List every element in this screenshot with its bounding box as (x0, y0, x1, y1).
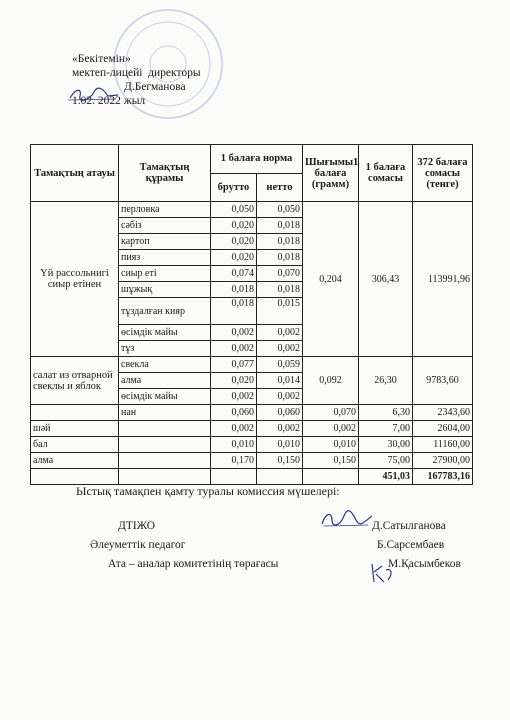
net-value: 0,002 (257, 341, 303, 357)
dish-name: бал (31, 437, 119, 453)
gross-value: 0,010 (211, 437, 257, 453)
ingredient: алма (119, 373, 211, 389)
gross-value: 0,018 (211, 298, 257, 325)
member-3-signature (366, 560, 396, 586)
approval-date: 1.02. 2022 жыл (72, 95, 146, 107)
cost-372-value: 113991,96 (413, 202, 473, 357)
total-cost-1: 451,03 (359, 469, 413, 485)
member-2-role: Әлеуметтік педагог (90, 539, 186, 551)
commission-title: Ыстық тамақпен қамту туралы комиссия мүшелері: (76, 484, 340, 498)
gross-value: 0,020 (211, 234, 257, 250)
dish-name: шәй (31, 421, 119, 437)
yield-value: 0,010 (303, 437, 359, 453)
cost-1-value: 6,30 (359, 405, 413, 421)
net-value: 0,018 (257, 250, 303, 266)
gross-value: 0,170 (211, 453, 257, 469)
approval-position: мектеп-лицейі директоры (72, 67, 201, 79)
table-row (31, 437, 473, 453)
gross-value: 0,002 (211, 421, 257, 437)
approval-director-name: Д.Бегманова (124, 81, 186, 93)
table-row (31, 202, 473, 218)
cost-1-value: 7,00 (359, 421, 413, 437)
approval-title: «Бекітемін» (72, 53, 131, 65)
cost-372-value: 9783,60 (413, 357, 473, 405)
gross-value: 0,060 (211, 405, 257, 421)
net-value: 0,015 (257, 298, 303, 325)
table-row (31, 421, 473, 437)
gross-value: 0,020 (211, 218, 257, 234)
cost-372-value: 27900,00 (413, 453, 473, 469)
net-value: 0,060 (257, 405, 303, 421)
table-row (31, 453, 473, 469)
member-1-signature (318, 508, 374, 530)
gross-value: 0,020 (211, 250, 257, 266)
yield-value: 0,070 (303, 405, 359, 421)
ingredient: тұздалған кияр (119, 298, 211, 325)
ingredient: сәбіз (119, 218, 211, 234)
dish-name: салат из отварной свеклы и яблок (31, 357, 119, 405)
ingredient: өсімдік майы (119, 389, 211, 405)
net-value: 0,018 (257, 282, 303, 298)
net-value: 0,002 (257, 421, 303, 437)
net-value: 0,150 (257, 453, 303, 469)
net-value: 0,014 (257, 373, 303, 389)
yield-value: 0,204 (303, 202, 359, 357)
cost-1-value: 75,00 (359, 453, 413, 469)
ingredient: нан (119, 405, 211, 421)
ingredient: свекла (119, 357, 211, 373)
net-value: 0,002 (257, 389, 303, 405)
cost-1-value: 26,30 (359, 357, 413, 405)
member-1-name: Д.Сатылганова (372, 520, 446, 532)
gross-value: 0,074 (211, 266, 257, 282)
header-net: нетто (257, 173, 303, 202)
net-value: 0,018 (257, 218, 303, 234)
net-value: 0,059 (257, 357, 303, 373)
header-dish: Тамақтың атауы (31, 145, 119, 202)
director-signature (68, 86, 120, 104)
dish-name: Үй рассольнигі сиыр етінен (31, 202, 119, 357)
net-value: 0,070 (257, 266, 303, 282)
cost-1-value: 30,00 (359, 437, 413, 453)
gross-value: 0,002 (211, 389, 257, 405)
gross-value: 0,020 (211, 373, 257, 389)
total-cost-372: 167783,16 (413, 469, 473, 485)
cost-372-value: 2343,60 (413, 405, 473, 421)
dish-name: алма (31, 453, 119, 469)
table-row (31, 357, 473, 373)
ingredient: сиыр еті (119, 266, 211, 282)
totals-row (31, 469, 473, 485)
yield-value: 0,150 (303, 453, 359, 469)
header-cost-1: 1 балаға сомасы (359, 145, 413, 202)
net-value: 0,010 (257, 437, 303, 453)
ingredient: перловка (119, 202, 211, 218)
ingredient: өсімдік майы (119, 325, 211, 341)
member-2-name: Б.Сарсембаев (377, 539, 445, 551)
gross-value: 0,002 (211, 341, 257, 357)
ingredient (119, 421, 211, 437)
cost-1-value: 306,43 (359, 202, 413, 357)
ingredient (119, 453, 211, 469)
header-norm: 1 балаға норма (211, 145, 303, 174)
yield-value: 0,002 (303, 421, 359, 437)
ingredient: картоп (119, 234, 211, 250)
dish-name (31, 405, 119, 421)
cost-372-value: 11160,00 (413, 437, 473, 453)
member-3-role: Ата – аналар комитетінің төрағасы (108, 558, 279, 570)
member-3-name: М.Қасымбеков (388, 558, 461, 570)
gross-value: 0,002 (211, 325, 257, 341)
header-row (31, 145, 473, 174)
net-value: 0,018 (257, 234, 303, 250)
header-composition: Тамақтың құрамы (119, 145, 211, 202)
ingredient (119, 437, 211, 453)
ingredient: пияз (119, 250, 211, 266)
ingredient: шұжық (119, 282, 211, 298)
net-value: 0,002 (257, 325, 303, 341)
cost-372-value: 2604,00 (413, 421, 473, 437)
header-gross: брутто (211, 173, 257, 202)
menu-table (30, 144, 473, 485)
header-cost-372: 372 балаға сомасы (тенге) (413, 145, 473, 202)
member-1-role: ДТІЖО (118, 520, 156, 532)
yield-value: 0,092 (303, 357, 359, 405)
gross-value: 0,050 (211, 202, 257, 218)
gross-value: 0,018 (211, 282, 257, 298)
net-value: 0,050 (257, 202, 303, 218)
header-yield: Шығымы1 балаға (грамм) (303, 145, 359, 202)
ingredient: тұз (119, 341, 211, 357)
table-row (31, 405, 473, 421)
gross-value: 0,077 (211, 357, 257, 373)
